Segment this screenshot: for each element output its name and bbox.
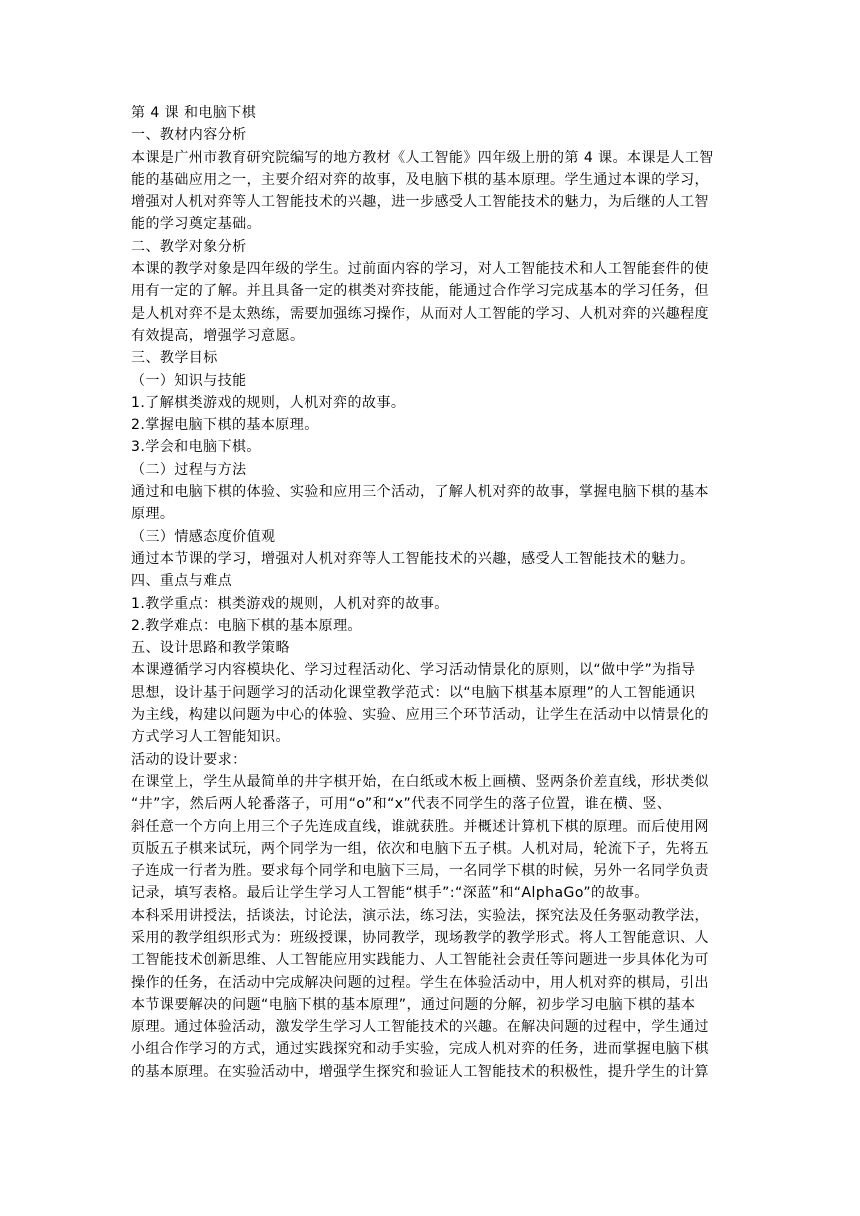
- paragraph-line: 工智能技术创新思维、人工智能应用实践能力、人工智能社会责任等问题进一步具体化为可: [131, 952, 709, 969]
- paragraph-line: 的基本原理。在实验活动中，增强学生探究和验证人工智能技术的积极性，提升学生的计算: [131, 1063, 709, 1080]
- paragraph-line: 在课堂上，学生从最简单的井字棋开始，在白纸或木板上画横、竖两条价差直线，形状类似: [131, 773, 709, 790]
- subsection-heading: （三）情感态度价值观: [131, 528, 276, 545]
- paragraph-line: 增强对人机对弈等人工智能技术的兴趣，进一步感受人工智能技术的魅力，为后继的人工智: [131, 194, 709, 211]
- paragraph-line: 思想，设计基于问题学习的活动化课堂教学范式：以“电脑下棋基本原理”的人工智能通识: [131, 684, 696, 701]
- lesson-title: 第 4 课 和电脑下棋: [131, 105, 257, 121]
- subsection-heading: （一）知识与技能: [131, 372, 247, 389]
- paragraph-line: 本课的教学对象是四年级的学生。过前面内容的学习，对人工智能技术和人工智能套件的使: [131, 261, 709, 278]
- paragraph-line: 是人机对弈不是太熟练，需要加强练习操作，从而对人工智能的学习、人机对弈的兴趣程度: [131, 305, 709, 322]
- section-heading: 三、教学目标: [131, 350, 218, 367]
- paragraph-line: 原理。: [131, 506, 175, 523]
- paragraph-line: 有效提高，增强学习意愿。: [131, 327, 305, 344]
- paragraph-line: “井”字，然后两人轮番落子，可用“o”和“x”代表不同学生的落子位置，谁在横、竖、: [131, 796, 672, 813]
- list-item: 1.教学重点：棋类游戏的规则，人机对弈的故事。: [131, 595, 449, 612]
- document-page: [131, 102, 731, 1083]
- paragraph-line: 为主线，构建以问题为中心的体验、实验、应用三个环节活动，让学生在活动中以情景化的: [131, 707, 709, 724]
- paragraph-line: 本节课要解决的问题“电脑下棋的基本原理”，通过问题的分解，初步学习电脑下棋的基本: [131, 996, 696, 1013]
- paragraph-line: 操作的任务，在活动中完成解决问题的过程。学生在体验活动中，用人机对弈的棋局，引出: [131, 974, 709, 991]
- paragraph-line: 原理。通过体验活动，激发学生学习人工智能技术的兴趣。在解决问题的过程中，学生通过: [131, 1019, 709, 1036]
- list-item: 2.教学难点：电脑下棋的基本原理。: [131, 617, 363, 634]
- requirements-label: 活动的设计要求：: [131, 751, 247, 768]
- list-item: 3.学会和电脑下棋。: [131, 439, 261, 456]
- paragraph-line: 本课遵循学习内容模块化、学习过程活动化、学习活动情景化的原则，以“做中学”为指导: [131, 662, 696, 679]
- subsection-heading: （二）过程与方法: [131, 461, 247, 478]
- paragraph-line: 通过和电脑下棋的体验、实验和应用三个活动，了解人机对弈的故事，掌握电脑下棋的基本: [131, 484, 709, 501]
- paragraph-line: 通过本节课的学习，增强对人机对弈等人工智能技术的兴趣，感受人工智能技术的魅力。: [131, 550, 695, 567]
- paragraph-line: 子连成一行者为胜。要求每个同学和电脑下三局，一名同学下棋的时候，另外一名同学负责: [131, 863, 709, 880]
- paragraph-line: 本科采用讲授法，括谈法，讨论法，演示法，练习法，实验法，探究法及任务驱动教学法，: [131, 907, 709, 924]
- paragraph-line: 页版五子棋来试玩，两个同学为一组，依次和电脑下五子棋。人机对局，轮流下子，先将五: [131, 840, 709, 857]
- list-item: 2.掌握电脑下棋的基本原理。: [131, 417, 319, 434]
- list-item: 1.了解棋类游戏的规则，人机对弈的故事。: [131, 394, 406, 411]
- section-heading: 一、教材内容分析: [131, 127, 247, 144]
- paragraph-line: 能的学习奠定基础。: [131, 216, 262, 233]
- paragraph-line: 能的基础应用之一，主要介绍对弈的故事，及电脑下棋的基本原理。学生通过本课的学习，: [131, 171, 709, 188]
- paragraph-line: 斜任意一个方向上用三个子先连成直线，谁就获胜。并概述计算机下棋的原理。而后使用网: [131, 818, 709, 835]
- paragraph-line: 记录，填写表格。最后让学生学习人工智能“棋手”:“深蓝”和“AlphaGo”的故事。: [131, 885, 649, 902]
- paragraph-line: 用有一定的了解。并且具备一定的棋类对弈技能，能通过合作学习完成基本的学习任务，但: [131, 283, 709, 300]
- paragraph-line: 采用的教学组织形式为：班级授课，协同教学，现场教学的教学形式。将人工智能意识、人: [131, 929, 709, 946]
- section-heading: 四、重点与难点: [131, 573, 233, 590]
- paragraph-line: 小组合作学习的方式，通过实践探究和动手实验，完成人机对弈的任务，进而掌握电脑下棋: [131, 1041, 709, 1058]
- paragraph-line: 方式学习人工智能知识。: [131, 729, 290, 746]
- section-heading: 二、教学对象分析: [131, 238, 247, 255]
- section-heading: 五、设计思路和教学策略: [131, 640, 290, 657]
- paragraph-line: 本课是广州市教育研究院编写的地方教材《人工智能》四年级上册的第 4 课。本课是人工智: [131, 149, 714, 166]
